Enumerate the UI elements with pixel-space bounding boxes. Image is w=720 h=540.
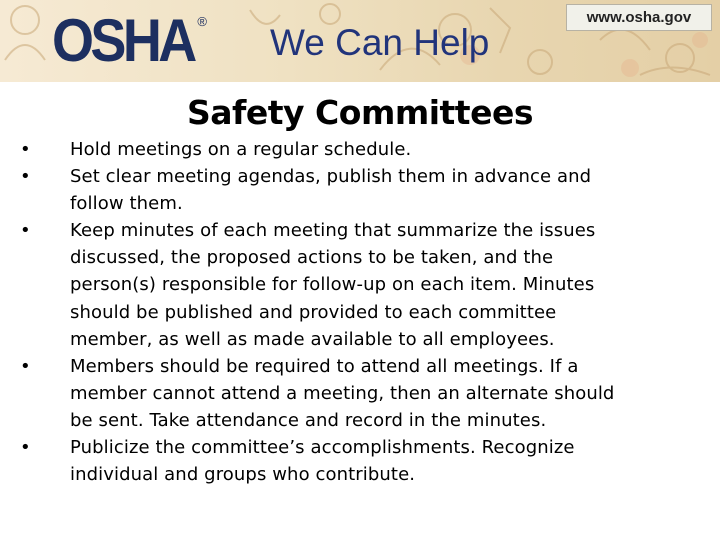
registered-mark: ® (197, 14, 207, 29)
slide-title: Safety Committees (187, 93, 533, 132)
osha-logo[interactable] (52, 8, 207, 74)
osha-banner (0, 0, 720, 82)
bullet-line: individual and groups who contribute. (70, 464, 416, 486)
website-link[interactable] (566, 4, 712, 31)
bullet-line: Set clear meeting agendas, publish them in advance and (70, 166, 592, 188)
bullet-line: Keep minutes of each meeting that summarize the issues (70, 220, 596, 242)
bullet-line: should be published and provided to each committee (70, 301, 557, 323)
bullet-marker: • (20, 220, 31, 242)
bullet-line: discussed, the proposed actions to be taken, and the (70, 247, 554, 269)
bullet-line: Members should be required to attend all meetings. If a (70, 355, 579, 377)
bullet-item (20, 217, 710, 352)
bullet-item (20, 353, 710, 434)
bullet-line: be sent. Take attendance and record in the minutes. (70, 409, 547, 431)
tagline: We Can Help (270, 22, 490, 63)
bullet-line: member, as well as made available to all employees. (70, 328, 555, 350)
bullet-marker: • (20, 355, 31, 377)
bullet-marker: • (20, 166, 31, 188)
bullet-line: person(s) responsible for follow-up on each item. Minutes (70, 274, 595, 296)
bullet-marker: • (20, 437, 31, 459)
bullet-list (20, 136, 710, 488)
bullet-line: follow them. (70, 193, 183, 215)
bullet-line: Hold meetings on a regular schedule. (70, 139, 412, 160)
bullet-item (20, 163, 710, 217)
website-url: www.osha.gov (586, 9, 692, 26)
bullet-item (20, 434, 710, 488)
bullet-line: Publicize the committee’s accomplishments. Recognize (70, 437, 575, 459)
bullet-line: member cannot attend a meeting, then an alternate should (70, 382, 615, 404)
bullet-item (20, 136, 710, 163)
bullet-marker: • (20, 139, 31, 160)
osha-logo-text: OSHA (52, 7, 194, 74)
